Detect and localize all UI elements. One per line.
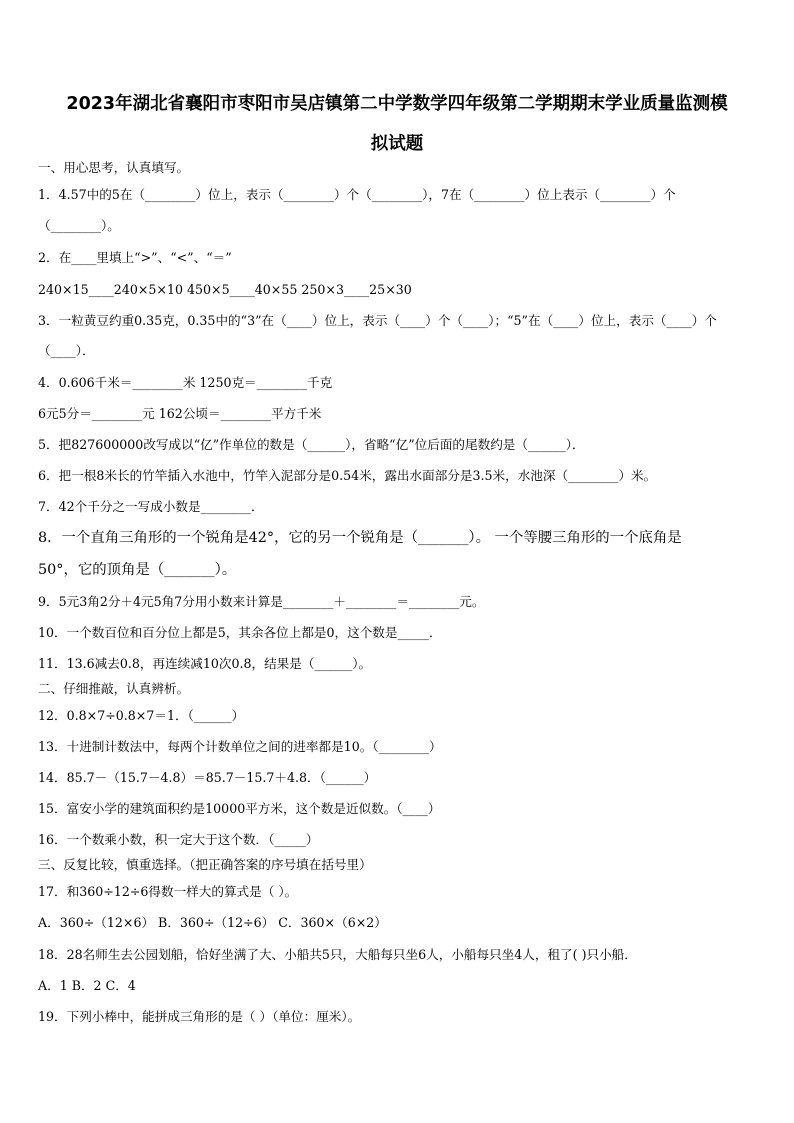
question-4-line-1: 4．0.606千米＝________米 1250克＝________千克 [38, 375, 333, 390]
question-5: 5．把827600000改写成以“亿”作单位的数是（______），省略“亿”位后面的尾数约是（______）． [38, 437, 585, 452]
question-11: 11．13.6减去0.8，再连续减10次0.8，结果是（______）。 [38, 656, 372, 671]
page-title-line-1: 2023年湖北省襄阳市枣阳市吴店镇第二中学数学四年级第二学期期末学业质量监测模 [66, 94, 728, 114]
question-3-line-1: 3．一粒黄豆约重0.35克，0.35中的“3”在（____）位上，表示（____）个（____）；“5”在（____）位上，表示（____）个 [38, 313, 717, 328]
question-9: 9．5元3角2分＋4元5角7分用小数来计算是________＋________＝________元。 [38, 594, 485, 609]
question-18-options: A．1 B．2 C．4 [38, 978, 136, 993]
question-3-line-2: （____）． [38, 343, 95, 358]
question-1-line-2: （________）。 [38, 218, 120, 233]
question-17-options: A．360÷（12×6） B．360÷（12÷6） C．360×（6×2） [38, 915, 387, 930]
question-13: 13．十进制计数法中，每两个计数单位之间的进率都是10。（________） [38, 739, 442, 754]
question-10: 10．一个数百位和百分位上都是5，其余各位上都是0，这个数是_____． [38, 625, 442, 640]
question-1-line-1: 1．4.57中的5在（________）位上，表示（________）个（________），7在（________）位上表示（________）个 [38, 187, 676, 202]
section-3-heading: 三、反复比较，慎重选择。（把正确答案的序号填在括号里） [38, 857, 372, 872]
question-6: 6．把一根8米长的竹竿插入水池中，竹竿入泥部分是0.54米，露出水面部分是3.5米，水池深（________）米。 [38, 468, 657, 483]
question-4-line-2: 6元5分＝________元 162公顷＝________平方千米 [38, 406, 322, 421]
question-15: 15．富安小学的建筑面积约是10000平方米，这个数是近似数。（____） [38, 801, 441, 816]
question-8-line-1: 8．一个直角三角形的一个锐角是42°，它的另一个锐角是（_______）。 一个等腰三角形的一个底角是 [38, 530, 682, 546]
question-16: 16．一个数乘小数，积一定大于这个数．（_____） [38, 832, 319, 847]
question-14: 14．85.7－（15.7－4.8）＝85.7－15.7＋4.8．（______） [38, 770, 377, 785]
question-2-line-1: 2．在____里填上“>”、“<”、“＝” [38, 250, 232, 265]
section-2-heading: 二、仔细推敲，认真辨析。 [38, 681, 190, 696]
question-8-line-2: 50°，它的顶角是（_______）。 [38, 562, 237, 578]
question-7: 7．42个千分之一写成小数是________． [38, 499, 264, 514]
question-17: 17．和360÷12÷6得数一样大的算式是（ ）。 [38, 884, 298, 899]
question-19: 19．下列小棒中，能拼成三角形的是（ ）（单位：厘米）。 [38, 1009, 361, 1024]
page-title-line-2: 拟试题 [370, 134, 424, 154]
question-12: 12．0.8×7÷0.8×7＝1．（______） [38, 708, 245, 723]
section-1-heading: 一、用心思考，认真填写。 [38, 160, 190, 175]
question-2-line-2: 240×15____240×5×10 450×5____40×55 250×3____25×30 [38, 282, 412, 297]
question-18: 18．28名师生去公园划船，恰好坐满了大、小船共5只，大船每只坐6人，小船每只坐4人，租了( )只小船． [38, 947, 637, 962]
